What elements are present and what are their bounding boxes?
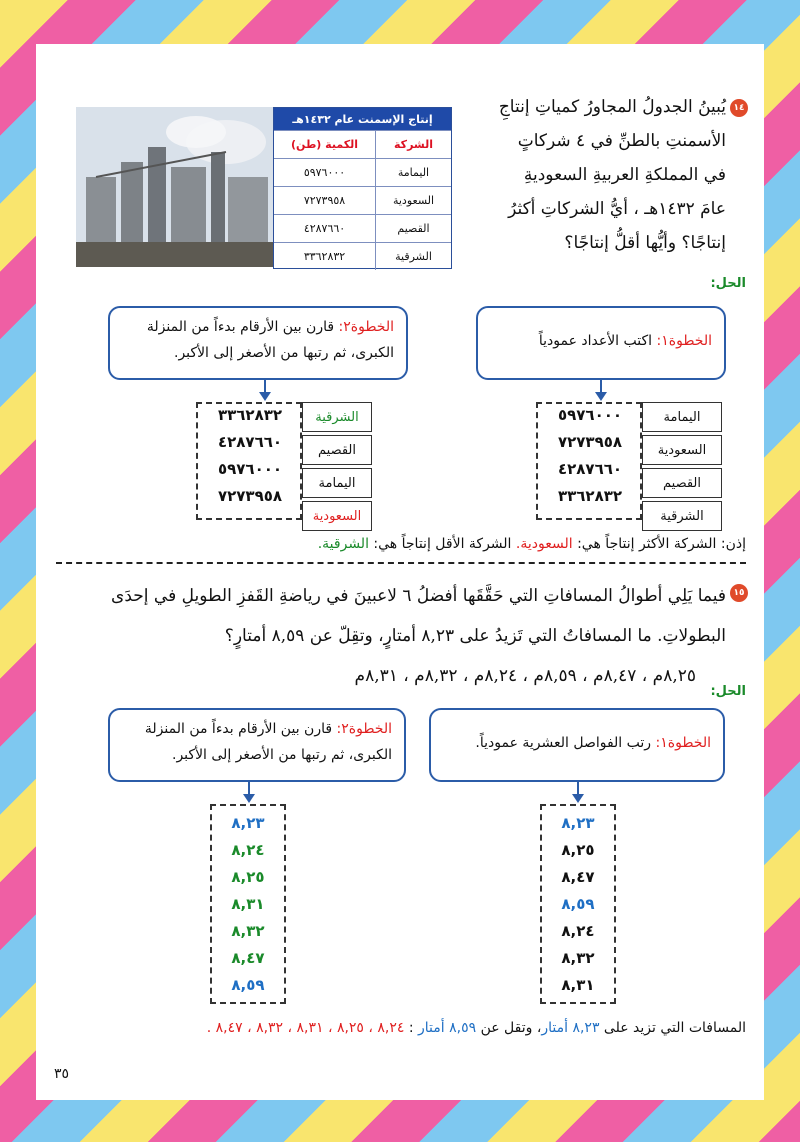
question-line: الأسمنتِ بالطنِّ في ٤ شركاتٍ (517, 131, 726, 151)
worksheet-page (36, 44, 764, 1100)
solution-label: الحل: (710, 684, 746, 699)
number-value: ٧٢٧٣٩٥٨ (217, 487, 283, 505)
decimal-value: ٨,٤٧ (231, 949, 265, 967)
step-label: الخطوة١: (655, 735, 711, 751)
cement-production-table (273, 107, 452, 269)
number-value: ٤٢٨٧٦٦٠ (557, 460, 623, 478)
decimal-value: ٨,٢٤ (561, 922, 595, 940)
company-name: القصيم (302, 435, 372, 465)
step-text: رتب الفواصل العشرية عمودياً. (475, 735, 652, 751)
company-name: الشرقية (302, 402, 372, 432)
decimal-value: ٨,٢٣ (561, 814, 595, 832)
step2-box (108, 306, 408, 380)
answer-text: الشركة الأقل إنتاجاً هي: (373, 536, 512, 552)
question-line: البطولاتِ. ما المسافاتُ التي تَزيدُ على ٨,٢٣ أمتارٍ، وتقِلّ عن ٨,٥٩ أمتارٍ؟ (224, 626, 726, 646)
step-text: الكبرى، ثم رتبها من الأصغر إلى الأكبر. (174, 345, 394, 361)
decimal-value: ٨,٢٤ (231, 841, 265, 859)
number-value: ٣٣٦٢٨٣٢ (217, 406, 283, 424)
table-cell-company: اليمامة (375, 159, 451, 186)
arrowhead-icon (243, 794, 255, 803)
company-name: السعودية (302, 501, 372, 531)
step-label: الخطوة٢: (338, 319, 394, 335)
step1-box (476, 306, 726, 380)
table-cell-quantity: ٤٢٨٧٦٦٠ (303, 222, 346, 235)
answer-most: السعودية. (515, 536, 573, 552)
q15-answer (56, 1020, 746, 1036)
section-divider (56, 562, 746, 564)
decimal-value: ٨,٣١ (561, 976, 595, 994)
table-cell-company: السعودية (375, 187, 451, 214)
question-line: في المملكةِ العربيةِ السعوديةِ (523, 165, 726, 185)
answer-values: ٨,٢٤ ، ٨,٢٥ ، ٨,٣١ ، ٨,٣٢ ، ٨,٤٧ . (206, 1020, 405, 1036)
step1-decimal-list (540, 804, 616, 1004)
company-name: السعودية (642, 435, 722, 465)
company-column (302, 402, 372, 534)
step1-number-list (536, 402, 736, 524)
number-column (202, 402, 298, 510)
company-name: القصيم (642, 468, 722, 498)
question-14-text (456, 90, 726, 260)
company-name: اليمامة (642, 402, 722, 432)
column-header-quantity: الكمية (طن) (291, 138, 358, 151)
company-name: اليمامة (302, 468, 372, 498)
answer-bound-low: ٨,٢٣ أمتار (541, 1020, 600, 1036)
table-cell-quantity: ٣٣٦٢٨٣٢ (303, 250, 346, 263)
q14-answer (56, 536, 746, 552)
decimal-value: ٨,٥٩ (561, 895, 595, 913)
answer-text: إذن: الشركة الأكثر إنتاجاً هي: (577, 536, 746, 552)
number-value: ٧٢٧٣٩٥٨ (557, 433, 623, 451)
answer-text: ، وتقل عن (480, 1020, 542, 1036)
step-text: اكتب الأعداد عمودياً (538, 333, 653, 349)
step2-box (108, 708, 406, 782)
column-header-company: الشركة (375, 131, 451, 158)
company-column (642, 402, 722, 534)
step2-number-list (196, 402, 396, 524)
answer-bound-high: ٨,٥٩ أمتار (418, 1020, 477, 1036)
decimal-value: ٨,٣٢ (561, 949, 595, 967)
decimal-value: ٨,٣٢ (231, 922, 265, 940)
step1-box (429, 708, 725, 782)
question-number-badge: ١٥ (730, 584, 748, 602)
table-title: إنتاج الإسمنت عام ١٤٣٢هـ (274, 108, 451, 130)
question-15-text (106, 576, 726, 696)
step-text: قارن بين الأرقام بدءاً من المنزلة (146, 319, 335, 335)
step2-decimal-list (210, 804, 286, 1004)
table-row (274, 214, 451, 242)
page-number: ٣٥ (54, 1066, 70, 1082)
number-value: ٤٢٨٧٦٦٠ (217, 433, 283, 451)
question-number-badge: ١٤ (730, 99, 748, 117)
table-header-row (274, 130, 451, 158)
decimal-value: ٨,٢٥ (231, 868, 265, 886)
number-value: ٥٩٧٦٠٠٠ (557, 406, 623, 424)
answer-text: : (408, 1020, 414, 1036)
question-line: يُبينُ الجدولُ المجاورُ كمياتِ إنتاجِ (498, 97, 726, 117)
table-cell-quantity: ٥٩٧٦٠٠٠ (303, 166, 346, 179)
answer-least: الشرقية. (317, 536, 369, 552)
step-text: الكبرى، ثم رتبها من الأصغر إلى الأكبر. (172, 747, 392, 763)
table-cell-quantity: ٧٢٧٣٩٥٨ (303, 194, 346, 207)
decimal-value: ٨,٣١ (231, 895, 265, 913)
decimal-value: ٨,٤٧ (561, 868, 595, 886)
question-line: إنتاجًا؟ وأيُّها أقلُّ إنتاجًا؟ (564, 233, 726, 253)
solution-label: الحل: (710, 276, 746, 291)
answer-text: المسافات التي تزيد على (603, 1020, 746, 1036)
question-line: عامَ ١٤٣٢هـ ، أيُّ الشركاتِ أكثرُ (508, 199, 726, 219)
number-value: ٣٣٦٢٨٣٢ (557, 487, 623, 505)
cement-factory-photo (76, 107, 273, 267)
table-row (274, 158, 451, 186)
table-row (274, 186, 451, 214)
table-cell-company: الشرقية (375, 243, 451, 270)
number-column (542, 402, 638, 510)
question-values: ٨,٢٥م ، ٨,٤٧م ، ٨,٥٩م ، ٨,٢٤م ، ٨,٣٢م ، ٨,٣١م (354, 666, 696, 686)
step-label: الخطوة١: (656, 333, 712, 349)
arrowhead-icon (572, 794, 584, 803)
table-row (274, 242, 451, 270)
number-value: ٥٩٧٦٠٠٠ (217, 460, 283, 478)
table-cell-company: القصيم (375, 215, 451, 242)
arrowhead-icon (595, 392, 607, 401)
decimal-value: ٨,٥٩ (231, 976, 265, 994)
step-text: قارن بين الأرقام بدءاً من المنزلة (144, 721, 333, 737)
decimal-value: ٨,٢٣ (231, 814, 265, 832)
step-label: الخطوة٢: (336, 721, 392, 737)
decimal-value: ٨,٢٥ (561, 841, 595, 859)
arrowhead-icon (259, 392, 271, 401)
question-line: فيما يَلِي أطوالُ المسافاتِ التي حَقَّقَها أفضلُ ٦ لاعبينَ في رياضةِ القَفزِ الطويلِ في إحدَى (111, 586, 726, 606)
company-name: الشرقية (642, 501, 722, 531)
